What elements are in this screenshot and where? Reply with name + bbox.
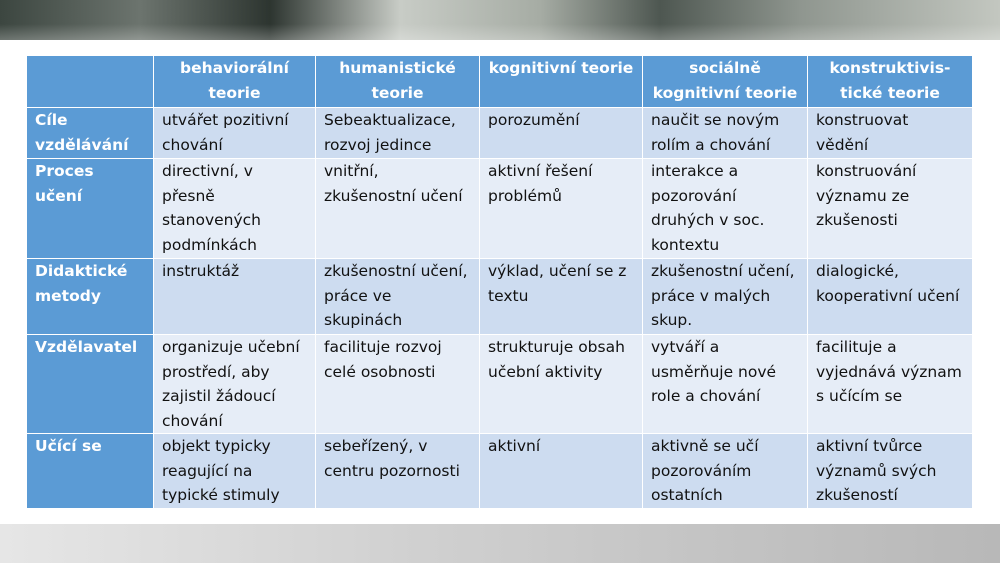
- table-cell: zkušenostní učení, práce ve skupinách: [316, 259, 480, 335]
- table-cell: strukturuje obsah učební aktivity: [480, 335, 643, 434]
- table-cell: directivní, v přesně stanovených podmínkách: [154, 159, 316, 259]
- table-cell: objekt typicky reagující na typické stimuly: [154, 434, 316, 509]
- table-row: [27, 108, 973, 159]
- table-cell: aktivně se učí pozorováním ostatních: [643, 434, 808, 509]
- column-header-social-cognitive: sociálně kognitivní teorie: [643, 56, 808, 108]
- row-header: Učící se: [27, 434, 154, 509]
- row-header: Vzdělavatel: [27, 335, 154, 434]
- table-cell: facilituje rozvoj celé osobnosti: [316, 335, 480, 434]
- table-row: [27, 159, 973, 259]
- table-cell: vytváří a usměrňuje nové role a chování: [643, 335, 808, 434]
- table-cell: utvářet pozitivní chování: [154, 108, 316, 159]
- table-row: [27, 434, 973, 509]
- table-cell: facilituje a vyjednává význam s učícím se: [808, 335, 973, 434]
- table-cell: Sebeaktualizace, rozvoj jedince: [316, 108, 480, 159]
- table-cell: vnitřní, zkušenostní učení: [316, 159, 480, 259]
- table-cell: dialogické, kooperativní učení: [808, 259, 973, 335]
- row-header: Proces učení: [27, 159, 154, 259]
- table-cell: zkušenostní učení, práce v malých skup.: [643, 259, 808, 335]
- table-cell: aktivní tvůrce významů svých zkušeností: [808, 434, 973, 509]
- corner-cell: [27, 56, 154, 108]
- column-header-constructivist: konstruktivis-tické teorie: [808, 56, 973, 108]
- table-cell: konstruování významu ze zkušenosti: [808, 159, 973, 259]
- table-cell: aktivní řešení problémů: [480, 159, 643, 259]
- column-header-behavioral: behaviorální teorie: [154, 56, 316, 108]
- table-row: [27, 335, 973, 434]
- table-cell: organizuje učební prostředí, aby zajistil žádoucí chování: [154, 335, 316, 434]
- table-cell: porozumění: [480, 108, 643, 159]
- table-cell: výklad, učení se z textu: [480, 259, 643, 335]
- table-cell: sebeřízený, v centru pozornosti: [316, 434, 480, 509]
- row-header: Cíle vzdělávání: [27, 108, 154, 159]
- table-cell: interakce a pozorování druhých v soc. kontextu: [643, 159, 808, 259]
- table-cell: instruktáž: [154, 259, 316, 335]
- table-cell: aktivní: [480, 434, 643, 509]
- table-row: [27, 259, 973, 335]
- background-photo-bottom: [0, 524, 1000, 563]
- column-header-humanistic: humanistické teorie: [316, 56, 480, 108]
- header-row: [27, 56, 973, 108]
- learning-theories-table: [26, 55, 973, 509]
- background-photo-top: [0, 0, 1000, 40]
- row-header: Didaktické metody: [27, 259, 154, 335]
- column-header-cognitive: kognitivní teorie: [480, 56, 643, 108]
- table-cell: konstruovat vědění: [808, 108, 973, 159]
- table-cell: naučit se novým rolím a chování: [643, 108, 808, 159]
